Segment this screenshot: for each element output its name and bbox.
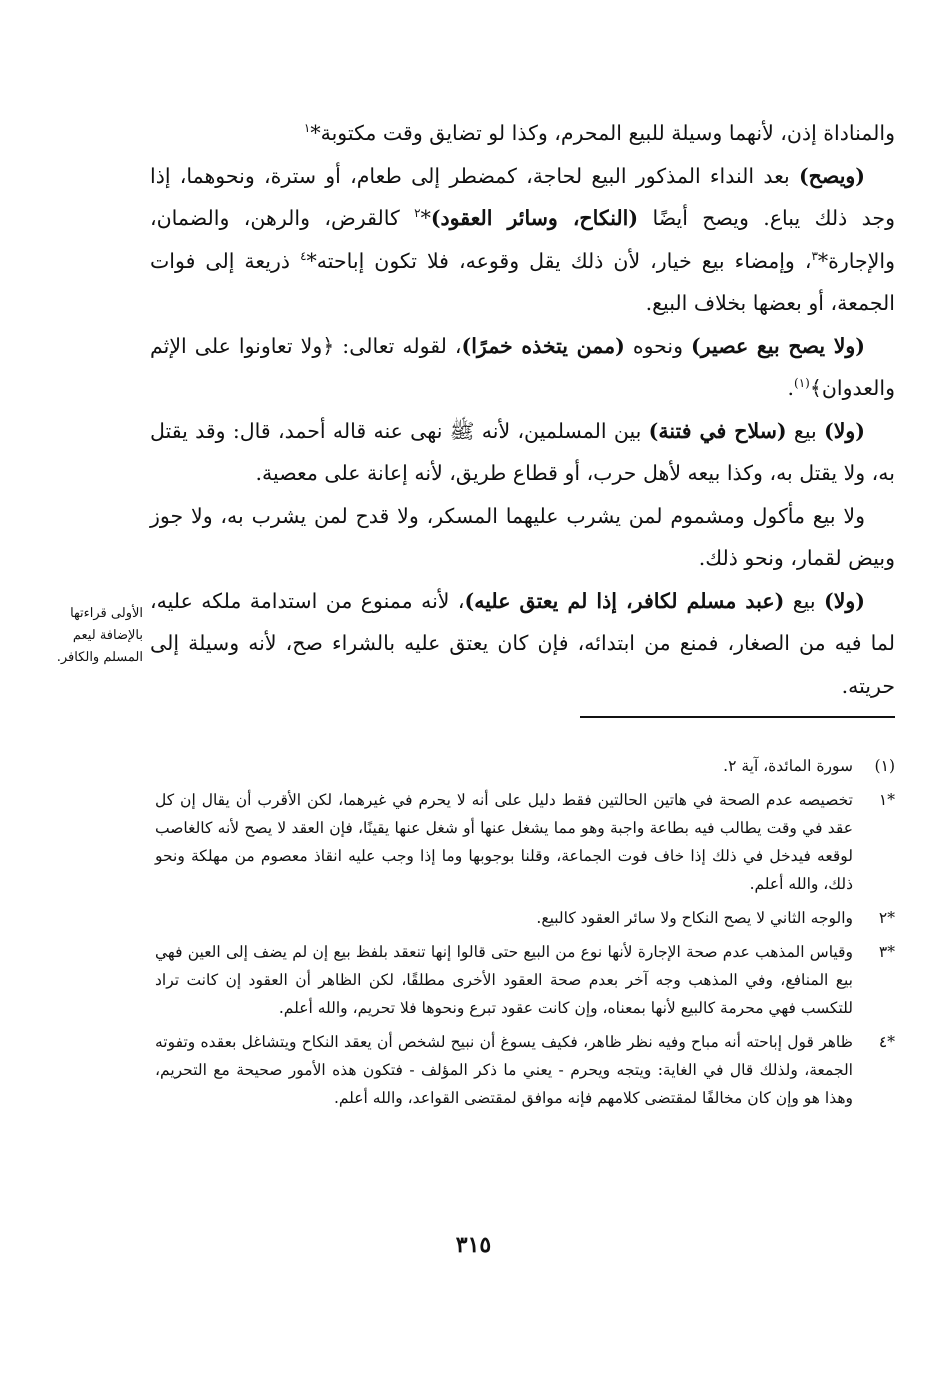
paragraph-4-text-a: بيع [786,418,825,443]
footnote [155,904,895,932]
footnote-text: والوجه الثاني لا يصح النكاح ولا سائر العقود كالبيع. [536,909,853,927]
margin-note: الأولى قراءتها بالإضافة ليعم المسلم والكافر. [56,606,143,665]
matn-phrase: (عبد مسلم لكافر، إذا لم يعتق عليه) [464,588,785,613]
paragraph-1-text: والمناداة إذن، لأنهما وسيلة للبيع المحرم، وكذا لو تضايق وقت مكتوبة* [310,121,895,145]
paragraph-2 [150,155,895,325]
matn-phrase: (ويصح) [798,163,865,188]
footnote-text: وقياس المذهب عدم صحة الإجارة لأنها نوع من البيع حتى قالوا إنها تنعقد بلفظ بيع إن لم يضف إلى العين فهي بيع المنافع، وفي المذهب وجه آخر بعدم صحة العقود الأخرى مطلقًا، لكن الظاهر أن العقود إن كانت تراد للتكسب فهي محرمة كالبيع لأنها بمعناه، وإن كانت عقود تبرع ونحوها فلا تحريم، والله أعلم. [155,943,853,1017]
paragraph-6 [150,580,895,708]
footnote [155,938,895,1022]
footnotes [155,752,895,1118]
footnote-marker: (١) [874,757,895,775]
footnote-text: تخصيصه عدم الصحة في هاتين الحالتين فقط دليل على أنه لا يحرم في غيرهما، لكن الأقرب أن يقال إن كل عقد في وقت يطالب فيه بطاعة واجبة وهو مما يشغل عنها أو شغل عنها يقينًا، فإن العقد لا يصح لأنه كالغاصب لوقعه فيدخل في ذلك إذا خاف فوت الجماعة، وقلنا بوجوبها وما إذا وجب عليه انقاذ معصوم من مهلكة ونحو ذلك، والله أعلم. [155,791,853,893]
matn-phrase: (سلاح في فتنة) [648,418,787,443]
footnote-marker: *٤ [878,1033,895,1051]
footnote-text: سورة المائدة، آية ٢. [723,757,853,775]
matn-phrase: (ممن يتخذه خمرًا) [461,333,625,358]
footnote [155,752,895,780]
paragraph-3 [150,325,895,410]
footnote-ref-2: ٢ [414,206,421,221]
paragraph-1 [150,112,895,155]
footnote-star: * [420,206,431,230]
footnote-ref-4: ٤ [300,248,307,263]
paragraph-3-text-b: ، لقوله تعالى: ﴿ولا تعاونوا على الإثم والعدوان﴾ [150,333,895,400]
footnote-marker: *١ [878,791,895,809]
matn-phrase: (ولا) [824,588,865,613]
paragraph-4 [150,410,895,495]
paragraph-2-text-d: ذريعة إلى فوات الجمعة، أو بعضها بخلاف البيع. [150,248,895,315]
matn-phrase: (ولا) [824,418,866,443]
footnote-text: ظاهر قول إباحته أنه مباح وفيه نظر ظاهر، فكيف يسوغ أن نبيح لشخص أن يعقد النكاح ويتشاغل بعقده وتفوته الجمعة، ولذلك قال في الغاية: ويتجه ويحرم - يعني ما ذكر المؤلف - فتكون هذه الأمور صحيحة مع التحريم، وهذا هو وإن كان مخالفًا لمقتضى كلامهم فإنه موافق لمقتضى القواعد، والله أعلم. [155,1033,853,1107]
footnote-ref-quran: (١) [794,376,810,391]
paragraph-2-text-c: ، وإمضاء بيع خيار، لأن ذلك يقل وقوعه، فلا تكون إباحته* [306,248,812,273]
footnote-marker: *٣ [878,943,895,961]
paragraph-5: ولا بيع مأكول ومشموم لمن يشرب عليهما المسكر، ولا قدح لمن يشرب به، ولا جوز وبيض لقمار، ونحو ذلك. [150,503,895,570]
paragraph-3-text-a: ونحوه [624,333,692,358]
paragraph-6-text-b: ، لأنه ممنوع من استدامة ملكه عليه، لما فيه من الصغار، فمنع من ابتدائه، فإن كان يعتق عليه بالشراء صح، لأنه وسيلة إلى حريته. [150,588,895,698]
footnote-divider [580,716,895,718]
matn-phrase: (ولا يصح بيع عصير) [691,333,865,358]
paragraph-3-end: . [787,376,795,400]
footnote-ref-3: ٣ [811,248,818,263]
footnote [155,1028,895,1112]
footnote-marker: *٢ [878,909,895,927]
page-number: ٣١٥ [455,1232,492,1258]
paragraph-6-text-a: بيع [784,588,824,613]
footnote-ref-1: ١ [303,121,311,136]
paragraph-2-text-a: بعد النداء المذكور البيع لحاجة، كمضطر إلى طعام، أو سترة، ونحوهما، إذا وجد ذلك يباع. ويصح أيضًا [150,163,895,230]
matn-phrase: (النكاح، وسائر العقود) [430,206,639,230]
footnote [155,786,895,898]
main-text [150,112,895,707]
paragraph-2-text-b: كالقرض، والرهن، والضمان، والإجارة* [150,206,896,273]
paragraph-4-text-b: بين المسلمين، لأنه ﷺ نهى عنه قاله أحمد، قال: وقد يقتل به، ولا يقتل به، وكذا بيعه لأهل حرب، أو قطاع طريق، لأنه إعانة على معصية. [150,418,895,485]
